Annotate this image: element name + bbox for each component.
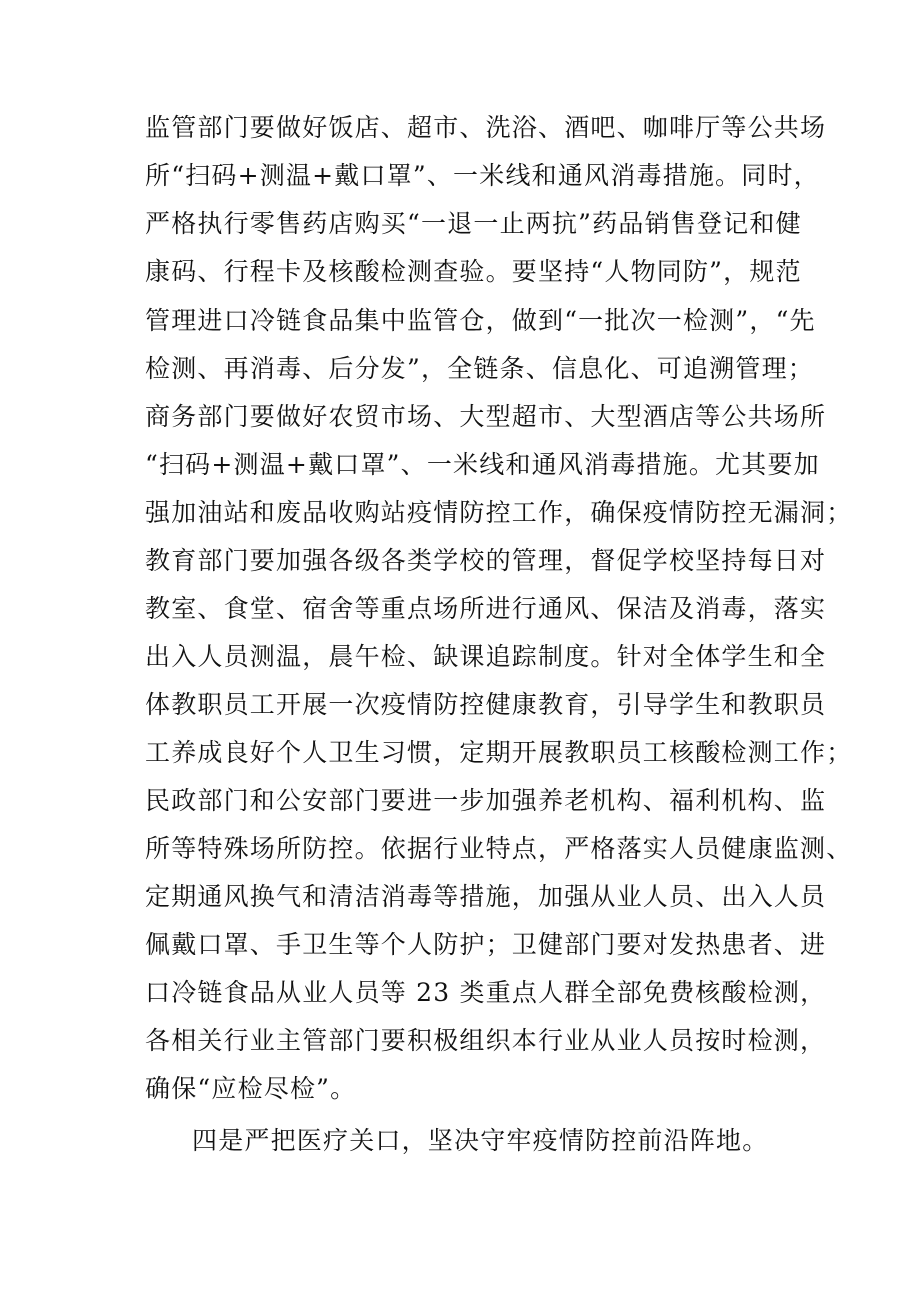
text-line: 体教职员工开展一次疫情防控健康教育，引导学生和教职员 [145, 690, 827, 719]
text-line: 所等特殊场所防控。依据行业特点，严格落实人员健康监测、 [145, 834, 853, 863]
text-line: 强加油站和废品收购站疫情防控工作，确保疫情防控无漏洞； [145, 498, 853, 527]
text-line: 出入人员测温，晨午检、缺课追踪制度。针对全体学生和全 [145, 642, 827, 671]
text-line: 教育部门要加强各级各类学校的管理，督促学校坚持每日对 [145, 546, 827, 575]
text-line: “扫码+测温+戴口罩”、一米线和通风消毒措施。尤其要加 [145, 450, 820, 479]
text-line: 确保“应检尽检”。 [145, 1074, 357, 1103]
text-line: 教室、食堂、宿舍等重点场所进行通风、保洁及消毒，落实 [145, 594, 827, 623]
text-line: 各相关行业主管部门要积极组织本行业从业人员按时检测， [145, 1026, 827, 1055]
text-line: 定期通风换气和清洁消毒等措施，加强从业人员、出入人员 [145, 882, 827, 911]
text-line: 管理进口冷链食品集中监管仓，做到“一批次一检测”，“先 [145, 306, 816, 335]
text-line: 严格执行零售药店购买“一退一止两抗”药品销售登记和健 [145, 209, 802, 238]
text-line: 民政部门和公安部门要进一步加强养老机构、福利机构、监 [145, 786, 827, 815]
text-line: 工养成良好个人卫生习惯，定期开展教职员工核酸检测工作； [145, 738, 853, 767]
text-line: 佩戴口罩、手卫生等个人防护；卫健部门要对发热患者、进 [145, 930, 827, 959]
section-heading: 四是严把医疗关口，坚决守牢疫情防控前沿阵地。 [192, 1126, 769, 1155]
text-line: 所“扫码+测温+戴口罩”、一米线和通风消毒措施。同时， [145, 161, 820, 190]
text-line: 监管部门要做好饭店、超市、洗浴、酒吧、咖啡厅等公共场 [145, 113, 827, 142]
text-line: 口冷链食品从业人员等 23 类重点人群全部免费核酸检测， [145, 978, 827, 1007]
text-line: 康码、行程卡及核酸检测查验。要坚持“人物同防”，规范 [145, 257, 802, 286]
text-line: 检测、再消毒、后分发”，全链条、信息化、可追溯管理； [145, 354, 814, 383]
text-line: 商务部门要做好农贸市场、大型超市、大型酒店等公共场所 [145, 402, 827, 431]
